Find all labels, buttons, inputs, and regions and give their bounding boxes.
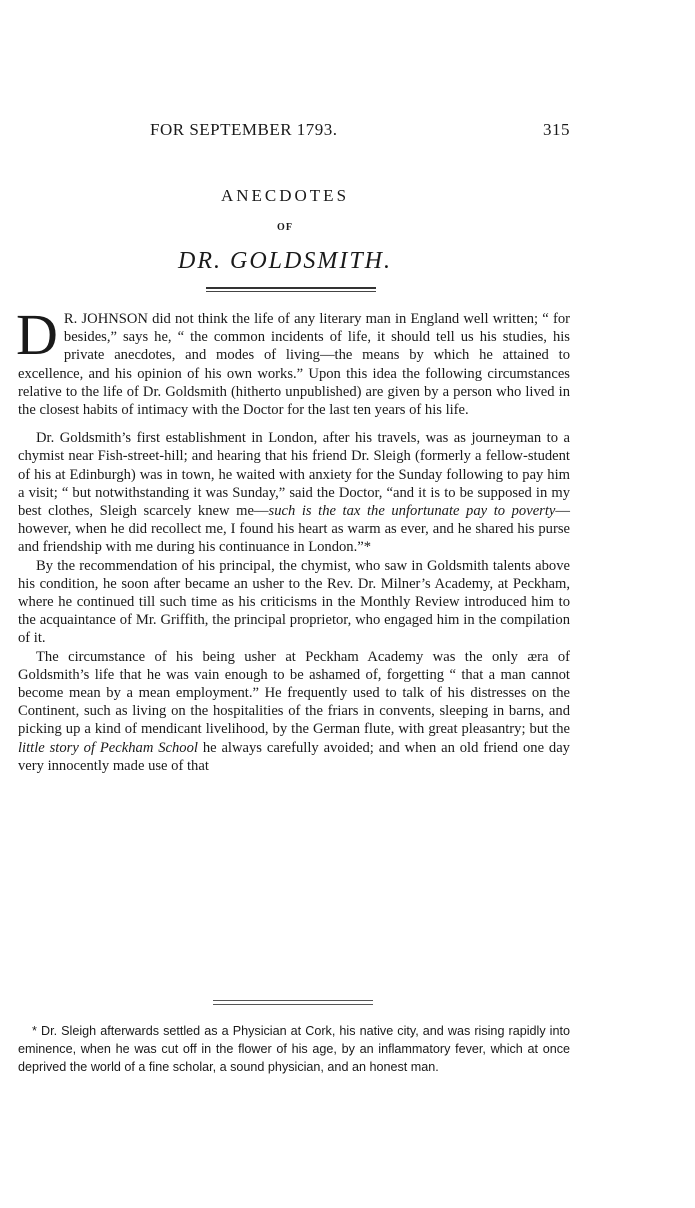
title-rule-thick <box>206 287 376 289</box>
page-number: 315 <box>543 120 570 139</box>
paragraph-4-text-b: he always carefully avoided; and when an old friend one day very innocently made use of that <box>18 739 570 774</box>
paragraph-4-text-a: The circumstance of his being usher at Peckham Academy was the only æra of Goldsmith’s life that he was vain enough to be ashamed of, forgetting “ that a man cannot become mean by a mean employment.” He frequently used to talk of his distresses on the Continent, such as living on the hospitalities of the friars in convents, sleeping in barns, and picking up a kind of mendicant livelihood, by the German flute, with great pleasantry; but the <box>18 648 570 738</box>
article-body <box>16 302 570 775</box>
paragraph-2-italic: such is the tax the unfortunate pay to poverty <box>268 503 556 520</box>
article-title-line2: OF <box>277 222 293 233</box>
footnote-rule-top <box>213 1000 373 1001</box>
footnote-rule-bottom <box>213 1004 373 1005</box>
paragraph-1 <box>16 302 570 419</box>
article-title-line1: ANECDOTES <box>220 186 350 205</box>
drop-cap: D <box>16 302 58 367</box>
paragraph-4-italic: little story of Peckham School <box>18 739 198 756</box>
paragraph-2-text-b: —however, when he did recollect me, I found his heart as warm as ever, and he shared his purse and friendship with me during his continuance in London.”* <box>18 503 570 556</box>
running-title: FOR SEPTEMBER 1793. <box>150 120 338 139</box>
paragraph-4 <box>18 648 570 775</box>
title-rule-thin <box>206 291 376 292</box>
article-title-line3: DR. GOLDSMITH. <box>178 248 392 274</box>
paragraph-3: By the recommendation of his principal, the chymist, who saw in Goldsmith talents above his condition, he soon after became an usher to the Rev. Dr. Milner’s Academy, at Peckham, where he continued till such time as his criticisms in the Monthly Review introduced him to the acquaintance of Mr. Griffith, the principal proprietor, who engaged him in the compilation of it. <box>18 557 570 647</box>
footnote-text: * Dr. Sleigh afterwards settled as a Physician at Cork, his native city, and was rising rapidly into eminence, when he was cut off in the flower of his age, by an inflammatory fever, which at once deprived the world of a fine scholar, a sound physician, and an honest man. <box>18 1024 570 1074</box>
paragraph-2 <box>18 429 570 556</box>
paragraph-2-text-a: Dr. Goldsmith’s first establishment in London, after his travels, was as journeyman to a chymist near Fish-street-hill; and hearing that his friend Dr. Sleigh (formerly a fellow-student of his at Edinburgh) was in town, he waited with anxiety for the Sunday following to pay him a visit; “ but notwithstanding it was Sunday,” said the Doctor, “and it is to be supposed in my best clothes, Sleigh scarcely knew me— <box>18 430 570 520</box>
paragraph-1-text: R. JOHNSON did not think the life of any literary man in England well written; “ for besides,” says he, “ the common incidents of life, it should tell us his studies, his private anecdotes, and modes of living—the means by which he attained to excellence, and his opinion of his own works.” Upon this idea the following circumstances relative to the life of Dr. Goldsmith (hitherto unpublished) are given by a person who lived in the closest habits of intimacy with the Doctor for the last ten years of his life. <box>18 311 570 419</box>
running-header <box>140 120 570 148</box>
footnote <box>18 1022 570 1076</box>
